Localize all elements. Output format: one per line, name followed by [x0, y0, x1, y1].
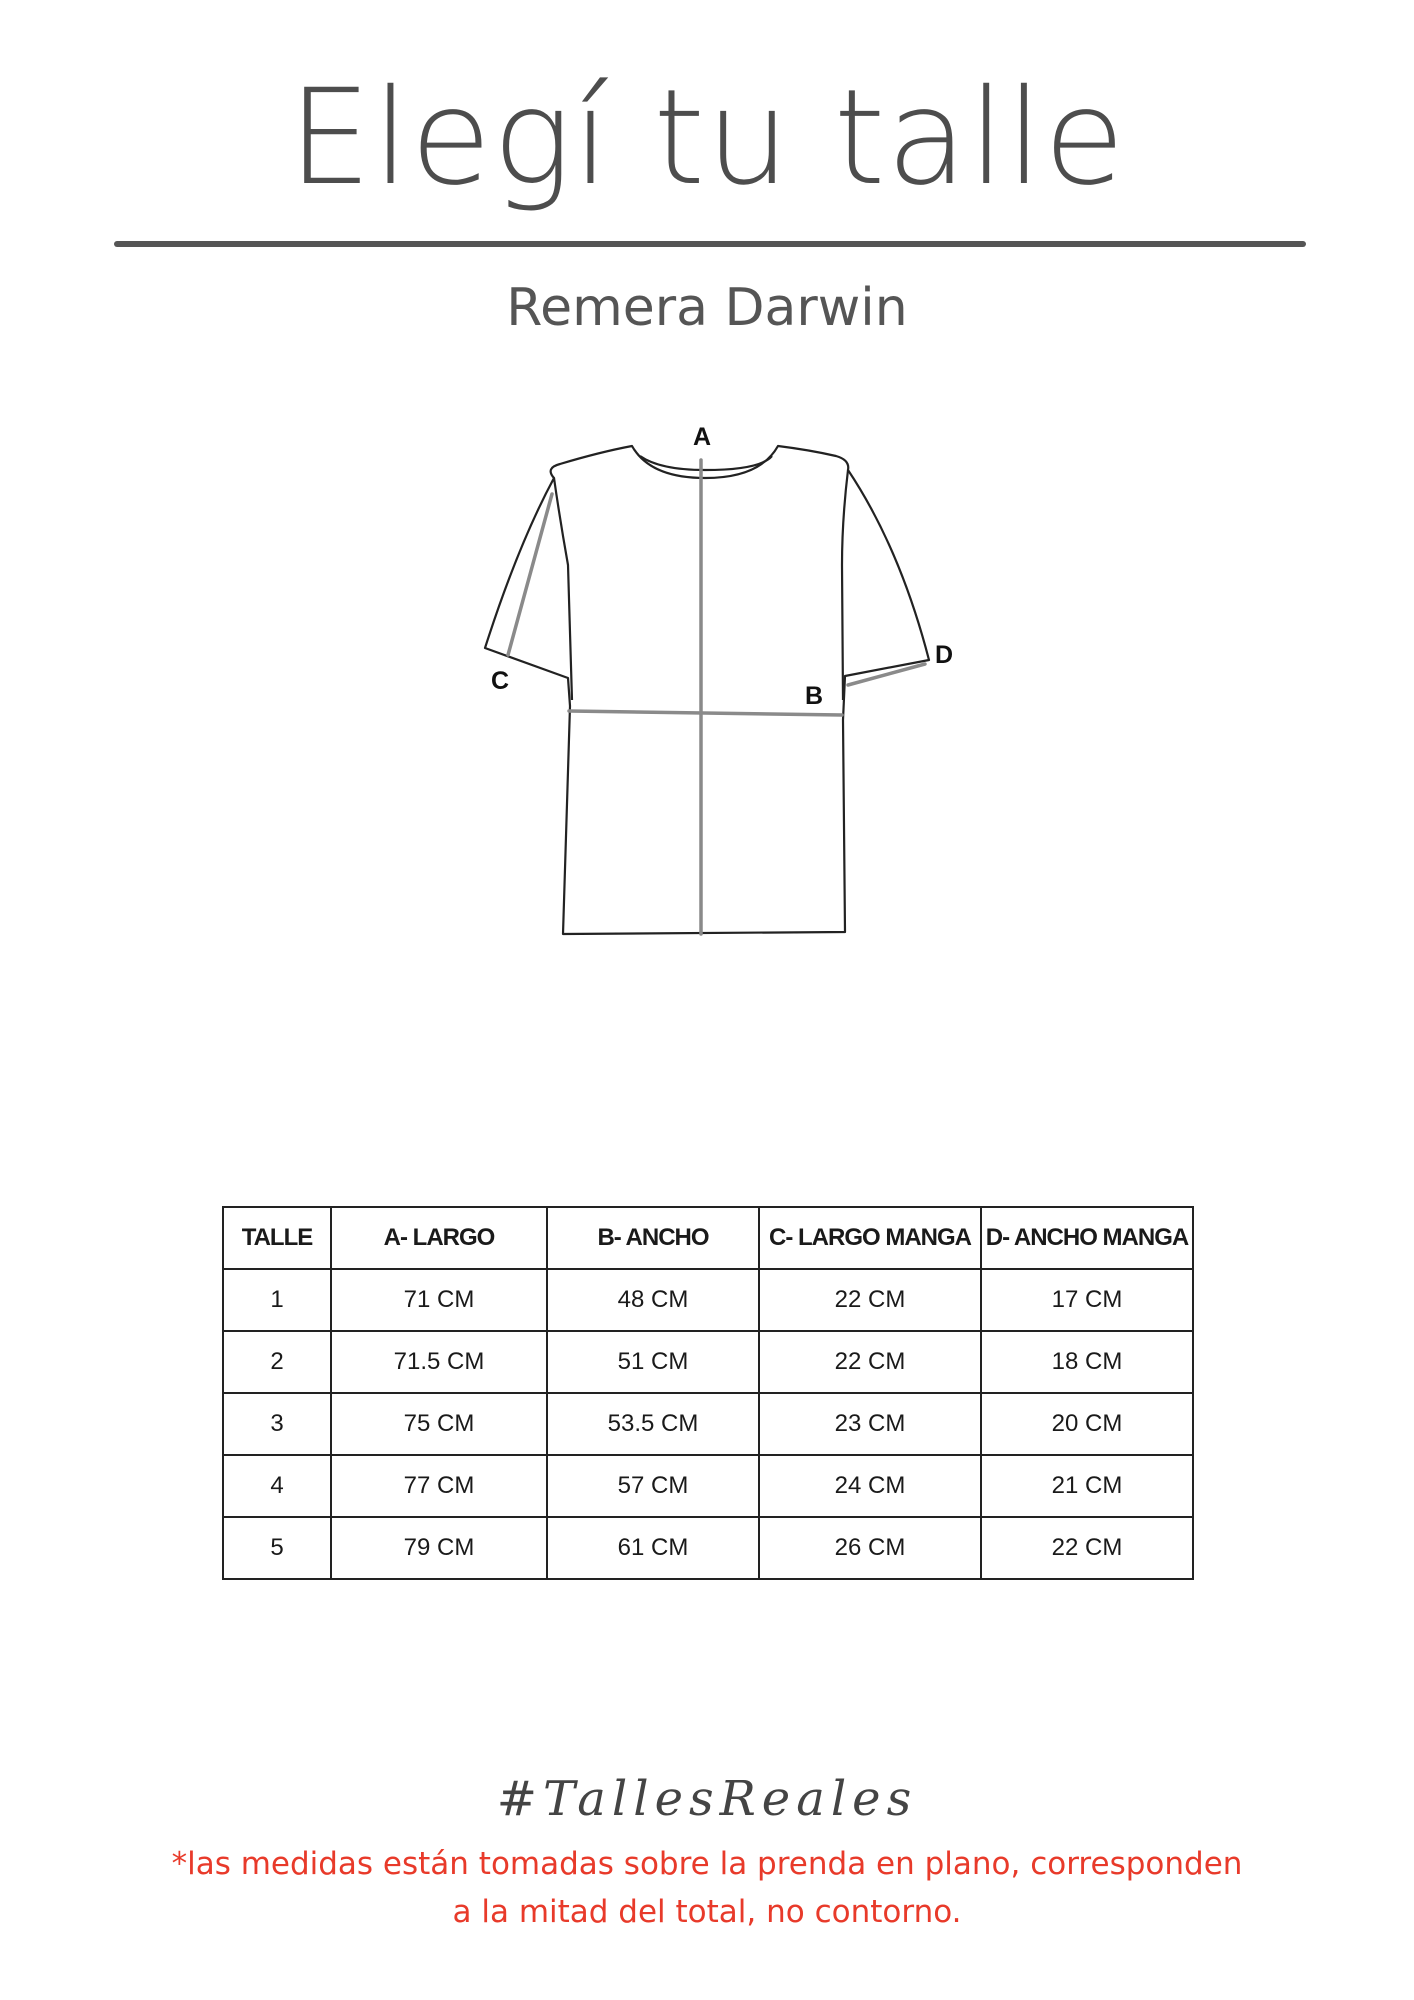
table-row — [223, 1331, 1193, 1393]
cell-largo-manga: 24 CM — [759, 1455, 981, 1517]
cell-largo-manga: 22 CM — [759, 1269, 981, 1331]
cell-largo: 77 CM — [331, 1455, 547, 1517]
label-b: B — [804, 682, 824, 710]
measure-line-b — [569, 711, 842, 715]
cell-talle: 2 — [223, 1331, 331, 1393]
cell-ancho-manga: 18 CM — [981, 1331, 1193, 1393]
product-name: Remera Darwin — [506, 278, 908, 338]
table-row — [223, 1393, 1193, 1455]
cell-talle: 5 — [223, 1517, 331, 1579]
cell-largo-manga: 23 CM — [759, 1393, 981, 1455]
note-line-1: *las medidas están tomadas sobre la prenda en plano, corresponden — [171, 1846, 1243, 1882]
cell-largo: 71 CM — [331, 1269, 547, 1331]
cell-largo: 79 CM — [331, 1517, 547, 1579]
measurement-lines — [508, 460, 925, 934]
cell-ancho: 57 CM — [547, 1455, 759, 1517]
cell-ancho: 61 CM — [547, 1517, 759, 1579]
cell-talle: 3 — [223, 1393, 331, 1455]
cell-largo: 71.5 CM — [331, 1331, 547, 1393]
label-c: C — [490, 667, 510, 695]
table-row — [223, 1455, 1193, 1517]
tshirt-outline — [485, 446, 929, 934]
measure-line-c — [508, 494, 552, 655]
label-d: D — [934, 641, 954, 669]
cell-ancho: 51 CM — [547, 1331, 759, 1393]
header-ancho-manga: D- ANCHO MANGA — [981, 1207, 1193, 1269]
hashtag-tallesreales: #TallesReales — [496, 1771, 918, 1827]
table-row — [223, 1269, 1193, 1331]
cell-ancho-manga: 20 CM — [981, 1393, 1193, 1455]
header-largo: A- LARGO — [331, 1207, 547, 1269]
cell-largo: 75 CM — [331, 1393, 547, 1455]
header-largo-manga: C- LARGO MANGA — [759, 1207, 981, 1269]
header-ancho: B- ANCHO — [547, 1207, 759, 1269]
cell-talle: 1 — [223, 1269, 331, 1331]
table-header-row — [223, 1207, 1193, 1269]
cell-ancho: 53.5 CM — [547, 1393, 759, 1455]
measurement-note — [0, 1840, 1414, 1936]
cell-ancho-manga: 17 CM — [981, 1269, 1193, 1331]
cell-talle: 4 — [223, 1455, 331, 1517]
table-row — [223, 1517, 1193, 1579]
cell-ancho-manga: 22 CM — [981, 1517, 1193, 1579]
cell-ancho-manga: 21 CM — [981, 1455, 1193, 1517]
header-talle: TALLE — [223, 1207, 331, 1269]
label-a: A — [692, 423, 712, 451]
size-table — [222, 1206, 1194, 1580]
note-line-2: a la mitad del total, no contorno. — [452, 1894, 962, 1930]
cell-largo-manga: 26 CM — [759, 1517, 981, 1579]
page-title: Elegí tu talle — [288, 61, 1126, 215]
cell-largo-manga: 22 CM — [759, 1331, 981, 1393]
cell-ancho: 48 CM — [547, 1269, 759, 1331]
